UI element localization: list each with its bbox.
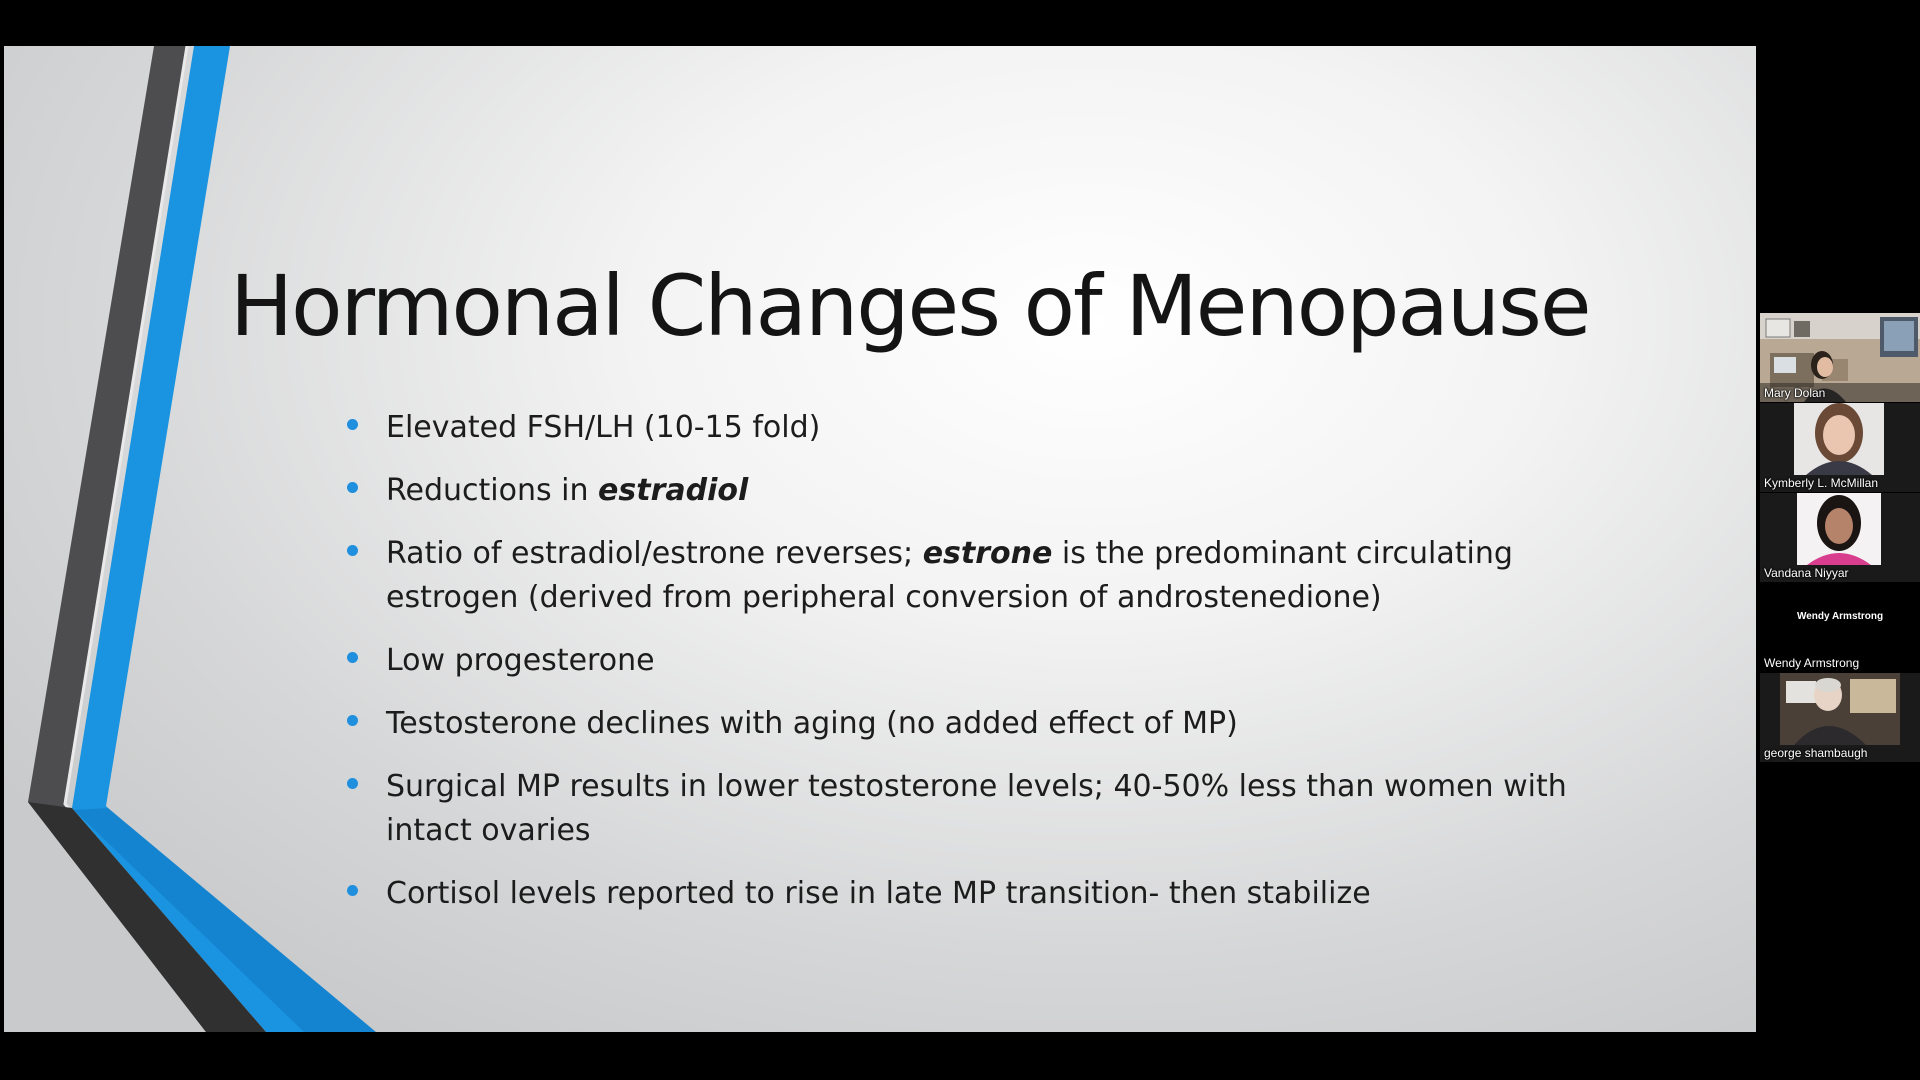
bullet-dot-icon [347,419,358,430]
participant-placeholder-name: Wendy Armstrong [1796,611,1884,622]
bullet-text: Testosterone declines with aging (no added effect of MP) [386,706,1238,741]
participant-name: george shambaugh [1764,746,1868,760]
participant-video [1794,403,1884,475]
participant-tile-wendy-armstrong[interactable] [1760,583,1920,672]
bullet-dot-icon [347,482,358,493]
bullet-emphasis: estradiol [598,473,749,508]
participant-name: Kymberly L. McMillan [1764,476,1879,490]
bullet-text-suffix: is the predominant circulating estrogen (derived from peripheral conversion of androstenedione) [386,536,1513,615]
participant-tile-george-shambaugh[interactable] [1760,673,1920,762]
participant-tile-mary-dolan[interactable] [1760,313,1920,402]
slide-bullet-list [342,406,1642,935]
participant-tile-vandana-niyyar[interactable] [1760,493,1920,582]
participant-gallery [1760,313,1920,765]
participant-video [1780,673,1900,745]
participant-name: Mary Dolan [1764,386,1826,400]
bullet-dot-icon [347,545,358,556]
participant-video [1797,493,1881,565]
bullet-emphasis: estrone [922,536,1053,571]
bullet-text: Ratio of estradiol/estrone reverses; [386,536,923,571]
bullet-text: Reductions in [386,473,599,508]
slide-title: Hormonal Changes of Menopause [230,257,1590,355]
slide-bullet [342,469,1642,513]
slide-bullet [342,702,1642,746]
shared-slide [4,46,1756,1032]
slide-bullet [342,639,1642,683]
participant-name: Vandana Niyyar [1764,566,1849,580]
participant-tile-kymberly-mcmillan[interactable] [1760,403,1920,492]
bullet-text: Low progesterone [386,643,655,678]
bullet-dot-icon [347,885,358,896]
participant-name: Wendy Armstrong [1764,656,1860,670]
bullet-text: Cortisol levels reported to rise in late MP transition- then stabilize [386,876,1371,911]
slide-bullet [342,765,1642,853]
bullet-dot-icon [347,778,358,789]
slide-bullet [342,532,1642,620]
bullet-dot-icon [347,652,358,663]
slide-bullet [342,872,1642,916]
bullet-dot-icon [347,715,358,726]
bullet-text: Surgical MP results in lower testosterone levels; 40-50% less than women with intact ovaries [386,769,1567,848]
slide-bullet [342,406,1642,450]
bullet-text: Elevated FSH/LH (10-15 fold) [386,410,821,445]
